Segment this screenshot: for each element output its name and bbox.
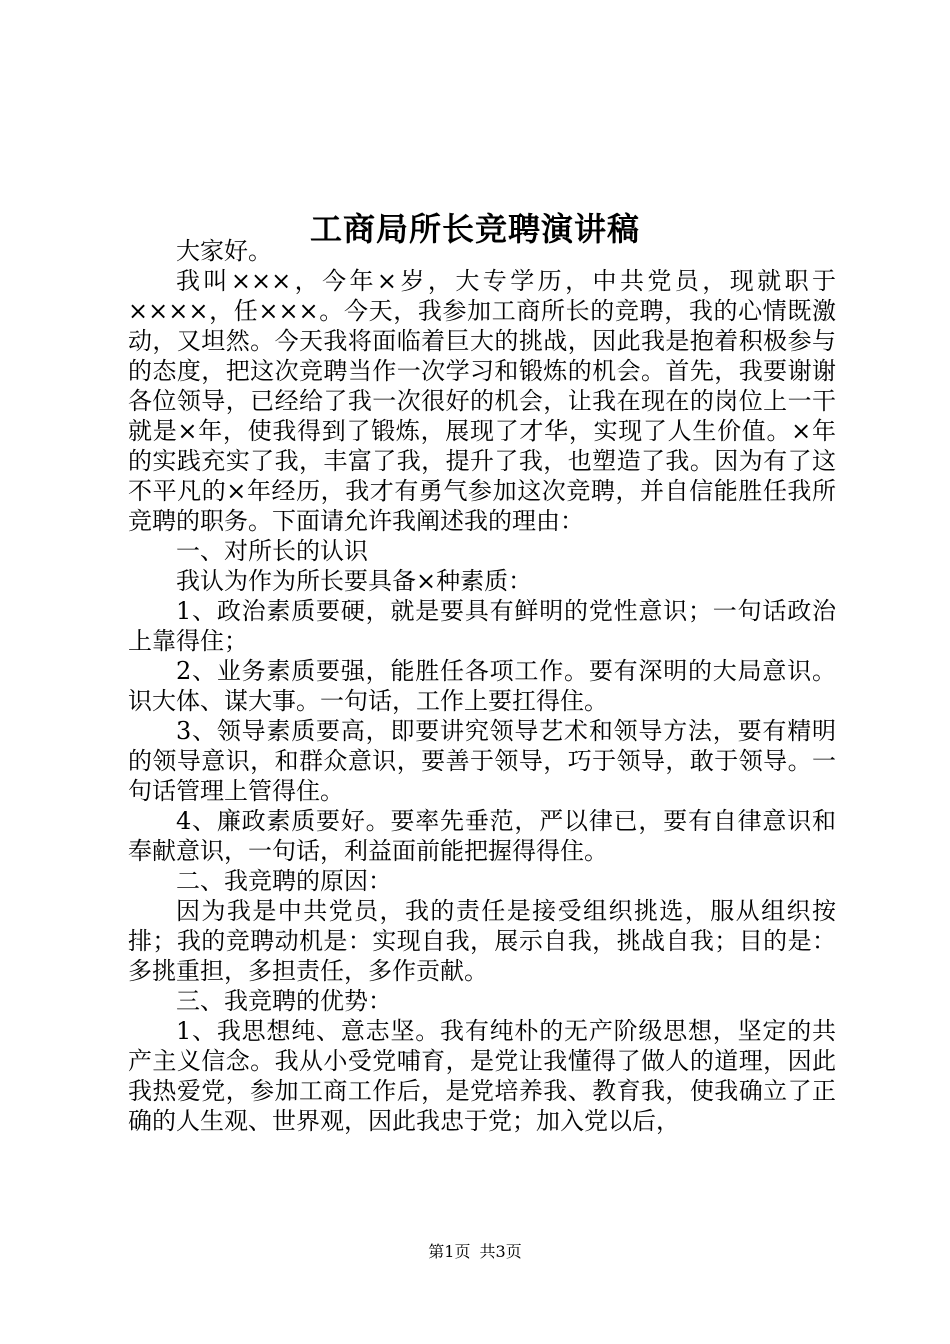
- paragraph-reasons: 因为我是中共党员，我的责任是接受组织挑选，服从组织按排；我的竞聘动机是：实现自我，展示自我，挑战自我；目的是：多挑重担，多担责任，多作贡献。: [128, 897, 836, 985]
- page-footer: [0, 1242, 950, 1262]
- section-heading-reasons: 二、我竞聘的原因：: [176, 867, 392, 895]
- page-total: 共3页: [479, 1242, 522, 1261]
- paragraph-advantage-1: 1、我思想纯、意志坚。我有纯朴的无产阶级思想，坚定的共产主义信念。我从小受党哺育，是党让我懂得了做人的道理，因此我热爱党，参加工商工作后，是党培养我、教育我，使我确立了正确的人生观、世界观，因此我忠于党；加入党以后，: [128, 1017, 836, 1135]
- document-title: 工商局所长竞聘演讲稿: [309, 210, 640, 249]
- paragraph-quality-political: 1、政治素质要硬，就是要具有鲜明的党性意识；一句话政治上靠得住；: [128, 597, 836, 655]
- paragraph-quality-leadership: 3、领导素质要高，即要讲究领导艺术和领导方法，要有精明的领导意识，和群众意识，要善于领导，巧于领导，敢于领导。一句话管理上管得住。: [128, 717, 836, 805]
- paragraph-quality-business: 2、业务素质要强，能胜任各项工作。要有深明的大局意识。识大体、谋大事。一句话，工作上要扛得住。: [128, 657, 836, 715]
- paragraph-introduction: 我叫×××，今年×岁，大专学历，中共党员，现就职于××××，任×××。今天，我参加工商所长的竞聘，我的心情既激动，又坦然。今天我将面临着巨大的挑战，因此我是抱着积极参与的态度，把这次竞聘当作一次学习和锻炼的机会。首先，我要谢谢各位领导，已经给了我一次很好的机会，让我在现在的岗位上一干就是×年，使我得到了锻炼，展现了才华，实现了人生价值。×年的实践充实了我，丰富了我，提升了我，也塑造了我。因为有了这不平凡的×年经历，我才有勇气参加这次竞聘，并自信能胜任我所竞聘的职务。下面请允许我阐述我的理由：: [128, 267, 836, 535]
- document-body: [128, 236, 836, 1136]
- paragraph-greeting: 大家好。: [176, 237, 272, 265]
- paragraph-quality-integrity: 4、廉政素质要好。要率先垂范，严以律已，要有自律意识和奉献意识，一句话，利益面前能把握得得住。: [128, 807, 836, 865]
- section-heading-understanding: 一、对所长的认识: [176, 537, 368, 565]
- paragraph-qualities-intro: 我认为作为所长要具备×种素质：: [176, 567, 533, 595]
- section-heading-advantages: 三、我竞聘的优势：: [176, 987, 392, 1015]
- page-number: 第1页: [428, 1242, 471, 1261]
